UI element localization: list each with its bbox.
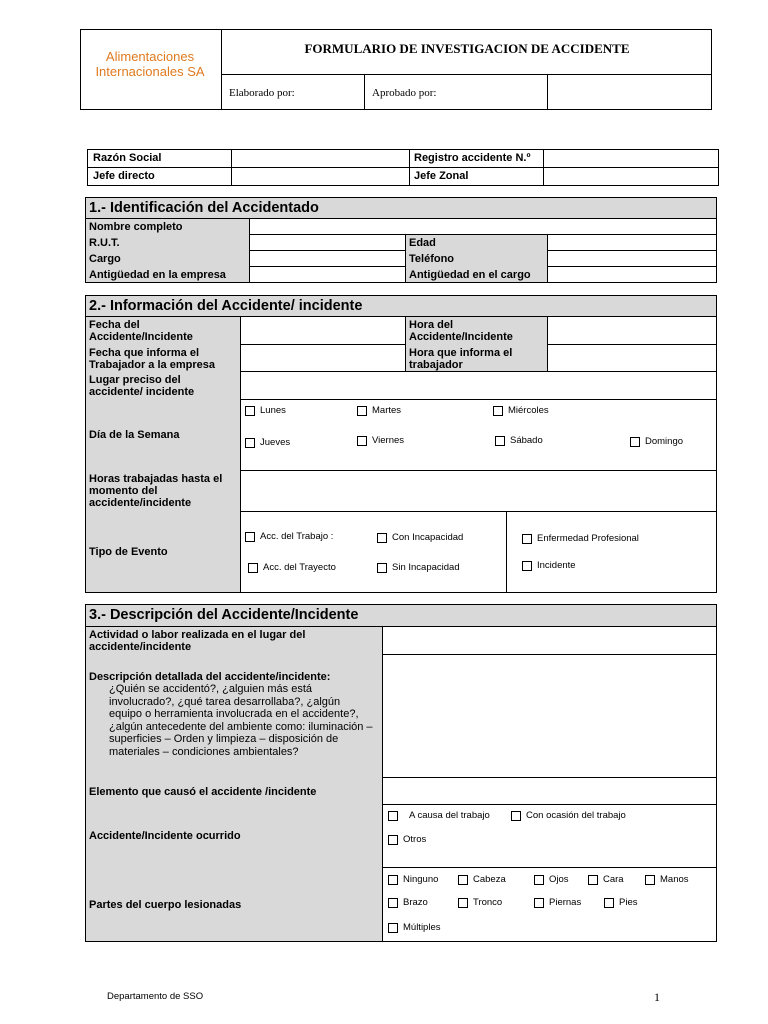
parte-multiples-option[interactable] — [388, 922, 441, 933]
day-jueves-option[interactable] — [245, 437, 290, 448]
horas-label: Horas trabajadas hasta el momento del accidente/incidente — [89, 473, 223, 509]
partes-underline-3 — [577, 867, 586, 868]
actividad-label: Actividad o labor realizada en el lugar del accidente/incidente — [89, 629, 306, 653]
partes-underline-5 — [695, 867, 716, 868]
s2-col4 — [506, 511, 507, 593]
ocurrido-underline-2 — [643, 804, 716, 805]
parte-manos-option[interactable] — [645, 874, 689, 885]
section2-title: 2.- Información del Accidente/ incidente — [86, 296, 716, 316]
causa-text: A causa del trabajo — [409, 810, 490, 821]
piernas-checkbox[interactable] — [534, 898, 544, 908]
elemento-label: Elemento que causó el accidente /incidente — [89, 786, 317, 798]
lugar-field[interactable] — [241, 372, 716, 399]
header-divider-h — [221, 74, 712, 75]
manos-checkbox[interactable] — [645, 875, 655, 885]
aprobado-label: Aprobado por: — [372, 87, 437, 99]
elemento-field[interactable] — [383, 778, 716, 804]
sabado-text: Sábado — [510, 435, 543, 446]
descripcion-body: ¿Quién se accidentó?, ¿alguien más está involucrado?, ¿qué tarea desarrollaba?, ¿algún equipo o herramienta involucrada en el accidente?, ¿algún antecedente del ambiente como: iluminación – superficies – Orden y limpieza – disposición de materiales – condiciones ambientales? — [109, 683, 373, 758]
martes-text: Martes — [372, 405, 402, 416]
ocurrido-ocasion-option[interactable] — [511, 810, 626, 821]
ocasion-text: Con ocasión del trabajo — [526, 810, 626, 821]
parte-piernas-option[interactable] — [534, 897, 581, 908]
fecha-field[interactable] — [241, 317, 405, 344]
cara-text: Cara — [603, 874, 624, 885]
partes-underline-1 — [449, 867, 458, 868]
sin-incapacidad-text: Sin Incapacidad — [392, 562, 460, 573]
multiples-text: Múltiples — [403, 922, 441, 933]
day-domingo-option[interactable] — [630, 436, 683, 447]
martes-checkbox[interactable] — [357, 406, 367, 416]
con-incapacidad-checkbox[interactable] — [377, 533, 387, 543]
jefe-zonal-field[interactable] — [544, 168, 718, 185]
con-incapacidad-text: Con Incapacidad — [392, 532, 464, 543]
jefe-zonal-label: Jefe Zonal — [414, 170, 469, 182]
parte-ninguno-option[interactable] — [388, 874, 438, 885]
telefono-label: Teléfono — [409, 253, 455, 265]
enfermedad-checkbox[interactable] — [522, 534, 532, 544]
hora-informa-label: Hora que informa el trabajador — [409, 347, 513, 371]
tipo-con-incapacidad-option[interactable] — [377, 532, 463, 543]
cabeza-text: Cabeza — [473, 874, 506, 885]
ocurrido-otros-option[interactable] — [388, 834, 426, 845]
brazo-text: Brazo — [403, 897, 428, 908]
otros-text: Otros — [403, 834, 427, 845]
descripcion-title: Descripción detallada del accidente/incidente: — [89, 671, 331, 683]
company-logo-text: Alimentaciones Internacionales SA — [95, 49, 205, 79]
pies-checkbox[interactable] — [604, 898, 614, 908]
ninguno-text: Ninguno — [403, 874, 439, 885]
ocurrido-underline-1 — [509, 804, 513, 805]
tipo-enfermedad-option[interactable] — [522, 533, 639, 544]
tronco-checkbox[interactable] — [458, 898, 468, 908]
registro-label: Registro accidente N.º — [414, 152, 531, 164]
nombre-field[interactable] — [250, 219, 716, 234]
lugar-label: Lugar preciso del accidente/ incidente — [89, 374, 195, 398]
descripcion-field[interactable] — [383, 655, 716, 777]
ocurrido-label: Accidente/Incidente ocurrido — [89, 830, 241, 842]
multiples-checkbox[interactable] — [388, 923, 398, 933]
horas-field[interactable] — [241, 471, 716, 511]
tipo-acc-trabajo-option[interactable] — [245, 531, 333, 542]
sabado-checkbox[interactable] — [495, 436, 505, 446]
footer-department: Departamento de SSO — [107, 991, 204, 1002]
registro-field[interactable] — [544, 150, 718, 166]
day-lunes-option[interactable] — [245, 405, 286, 416]
day-sabado-option[interactable] — [495, 435, 543, 446]
telefono-field[interactable] — [548, 251, 716, 266]
cargo-field[interactable] — [250, 251, 405, 266]
cara-checkbox[interactable] — [588, 875, 598, 885]
ojos-checkbox[interactable] — [534, 875, 544, 885]
section3-title: 3.- Descripción del Accidente/Incidente — [86, 605, 716, 626]
hora-informa-field[interactable] — [548, 345, 716, 371]
rut-field[interactable] — [250, 235, 405, 250]
ocasion-checkbox[interactable] — [511, 811, 521, 821]
pies-text: Pies — [619, 897, 638, 908]
otros-checkbox[interactable] — [388, 835, 398, 845]
lunes-checkbox[interactable] — [245, 406, 255, 416]
parte-brazo-option[interactable] — [388, 897, 428, 908]
partes-underline-4 — [632, 867, 641, 868]
edad-label: Edad — [409, 237, 436, 249]
antig-cargo-field[interactable] — [548, 267, 716, 282]
header-divider-v2 — [364, 74, 365, 110]
razon-social-field[interactable] — [232, 150, 408, 166]
acc-trabajo-text: Acc. del Trabajo : — [260, 531, 334, 542]
form-title: FORMULARIO DE INVESTIGACION DE ACCIDENTE — [304, 41, 630, 56]
fecha-informa-label: Fecha que informa el Trabajador a la empresa — [89, 347, 215, 371]
incidente-text: Incidente — [537, 560, 576, 571]
ojos-text: Ojos — [549, 874, 569, 885]
miercoles-checkbox[interactable] — [493, 406, 503, 416]
parte-tronco-option[interactable] — [458, 897, 502, 908]
acc-trayecto-checkbox[interactable] — [248, 563, 258, 573]
cabeza-checkbox[interactable] — [458, 875, 468, 885]
nombre-label: Nombre completo — [89, 221, 183, 233]
tipo-acc-trayecto-option[interactable] — [248, 562, 336, 573]
tipo-sin-incapacidad-option[interactable] — [377, 562, 460, 573]
parte-cabeza-option[interactable] — [458, 874, 506, 885]
acc-trayecto-text: Acc. del Trayecto — [263, 562, 336, 573]
cargo-label: Cargo — [89, 253, 121, 265]
viernes-text: Viernes — [372, 435, 405, 446]
tipo-incidente-option[interactable] — [522, 560, 576, 571]
tronco-text: Tronco — [473, 897, 503, 908]
jefe-directo-field[interactable] — [232, 168, 408, 185]
domingo-text: Domingo — [645, 436, 684, 447]
manos-text: Manos — [660, 874, 689, 885]
day-martes-option[interactable] — [357, 405, 401, 416]
rut-label: R.U.T. — [89, 237, 120, 249]
sin-incapacidad-checkbox[interactable] — [377, 563, 387, 573]
day-underline-3 — [586, 399, 716, 400]
enfermedad-text: Enfermedad Profesional — [537, 533, 639, 544]
page-number: 1 — [654, 990, 660, 1004]
parte-ojos-option[interactable] — [534, 874, 569, 885]
hora-field[interactable] — [548, 317, 716, 344]
day-viernes-option[interactable] — [357, 435, 404, 446]
day-underline-1 — [297, 399, 357, 400]
razon-social-label: Razón Social — [93, 152, 162, 164]
incidente-checkbox[interactable] — [522, 561, 532, 571]
general-col2 — [409, 149, 410, 186]
section1-title: 1.- Identificación del Accidentado — [86, 198, 716, 218]
lunes-text: Lunes — [260, 405, 286, 416]
partes-underline-2 — [519, 867, 527, 868]
ninguno-checkbox[interactable] — [388, 875, 398, 885]
jueves-checkbox[interactable] — [245, 438, 255, 448]
tipo-label: Tipo de Evento — [89, 546, 168, 558]
day-underline-2 — [409, 399, 492, 400]
header-divider-v3 — [547, 74, 548, 110]
fecha-label: Fecha del Accidente/Incidente — [89, 319, 193, 343]
antig-empresa-label: Antigüedad en la empresa — [89, 269, 226, 281]
domingo-checkbox[interactable] — [630, 437, 640, 447]
parte-cara-option[interactable] — [588, 874, 624, 885]
piernas-text: Piernas — [549, 897, 582, 908]
acc-trabajo-checkbox[interactable] — [245, 532, 255, 542]
antig-cargo-label: Antigüedad en el cargo — [409, 269, 531, 281]
antig-empresa-field[interactable] — [250, 267, 405, 282]
dia-label: Día de la Semana — [89, 429, 180, 441]
ocurrido-causa-option[interactable] — [388, 810, 490, 821]
brazo-checkbox[interactable] — [388, 898, 398, 908]
viernes-checkbox[interactable] — [357, 436, 367, 446]
fecha-informa-field[interactable] — [241, 345, 405, 371]
jefe-directo-label: Jefe directo — [93, 170, 155, 182]
parte-pies-option[interactable] — [604, 897, 637, 908]
partes-label: Partes del cuerpo lesionadas — [89, 899, 242, 911]
hora-label: Hora del Accidente/Incidente — [409, 319, 513, 343]
day-miercoles-option[interactable] — [493, 405, 549, 416]
edad-field[interactable] — [548, 235, 716, 250]
miercoles-text: Miércoles — [508, 405, 549, 416]
elaborado-label: Elaborado por: — [229, 87, 295, 99]
causa-checkbox[interactable] — [388, 811, 398, 821]
jueves-text: Jueves — [260, 437, 291, 448]
actividad-field[interactable] — [383, 627, 716, 654]
